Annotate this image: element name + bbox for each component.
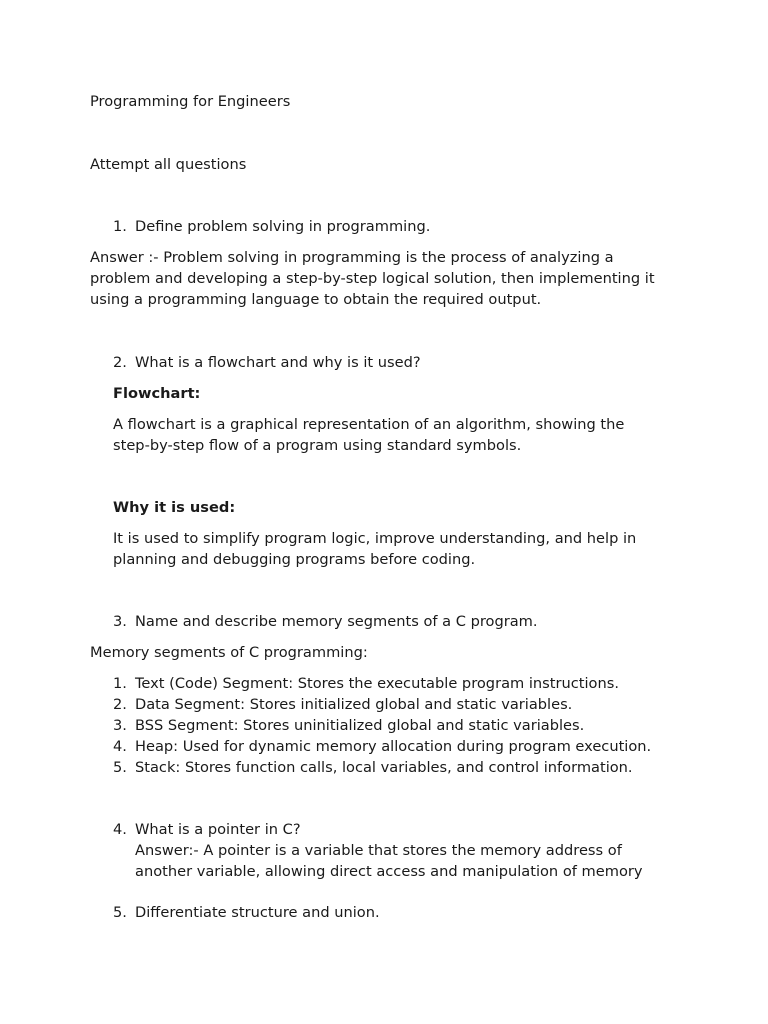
answer-1-line: Answer :- Problem solving in programming is the process of analyzing a (90, 249, 614, 266)
question-2-text: What is a flowchart and why is it used? (135, 354, 421, 371)
segment-number: 3. (113, 717, 127, 734)
why-used-line: planning and debugging programs before coding. (113, 551, 476, 568)
segment-number: 2. (113, 696, 127, 713)
memory-segments-intro: Memory segments of C programming: (90, 644, 368, 661)
segment-item: Data Segment: Stores initialized global and static variables. (135, 696, 573, 713)
question-5-text: Differentiate structure and union. (135, 904, 380, 921)
flowchart-definition-line: step-by-step flow of a program using standard symbols. (113, 437, 522, 454)
segment-number: 5. (113, 759, 127, 776)
segment-number: 1. (113, 675, 127, 692)
question-3-number: 3. (113, 613, 127, 630)
segment-item: Stack: Stores function calls, local variables, and control information. (135, 759, 633, 776)
question-3-text: Name and describe memory segments of a C program. (135, 613, 538, 630)
document-title: Programming for Engineers (90, 93, 291, 110)
question-4-text: What is a pointer in C? (135, 821, 301, 838)
segment-item: Text (Code) Segment: Stores the executable program instructions. (135, 675, 619, 692)
instruction-text: Attempt all questions (90, 156, 247, 173)
question-1-number: 1. (113, 218, 127, 235)
answer-1-line: using a programming language to obtain the required output. (90, 291, 542, 308)
question-1-text: Define problem solving in programming. (135, 218, 431, 235)
segment-item: Heap: Used for dynamic memory allocation during program execution. (135, 738, 652, 755)
answer-1-line: problem and developing a step-by-step logical solution, then implementing it (90, 270, 655, 287)
why-used-line: It is used to simplify program logic, improve understanding, and help in (113, 530, 637, 547)
why-used-heading: Why it is used: (113, 499, 236, 516)
answer-4-line: another variable, allowing direct access and manipulation of memory (135, 863, 643, 880)
question-4-number: 4. (113, 821, 127, 838)
flowchart-heading: Flowchart: (113, 385, 201, 402)
question-2-number: 2. (113, 354, 127, 371)
answer-4-line: Answer:- A pointer is a variable that stores the memory address of (135, 842, 622, 859)
segment-number: 4. (113, 738, 127, 755)
segment-item: BSS Segment: Stores uninitialized global and static variables. (135, 717, 585, 734)
question-5-number: 5. (113, 904, 127, 921)
flowchart-definition-line: A flowchart is a graphical representation of an algorithm, showing the (113, 416, 625, 433)
